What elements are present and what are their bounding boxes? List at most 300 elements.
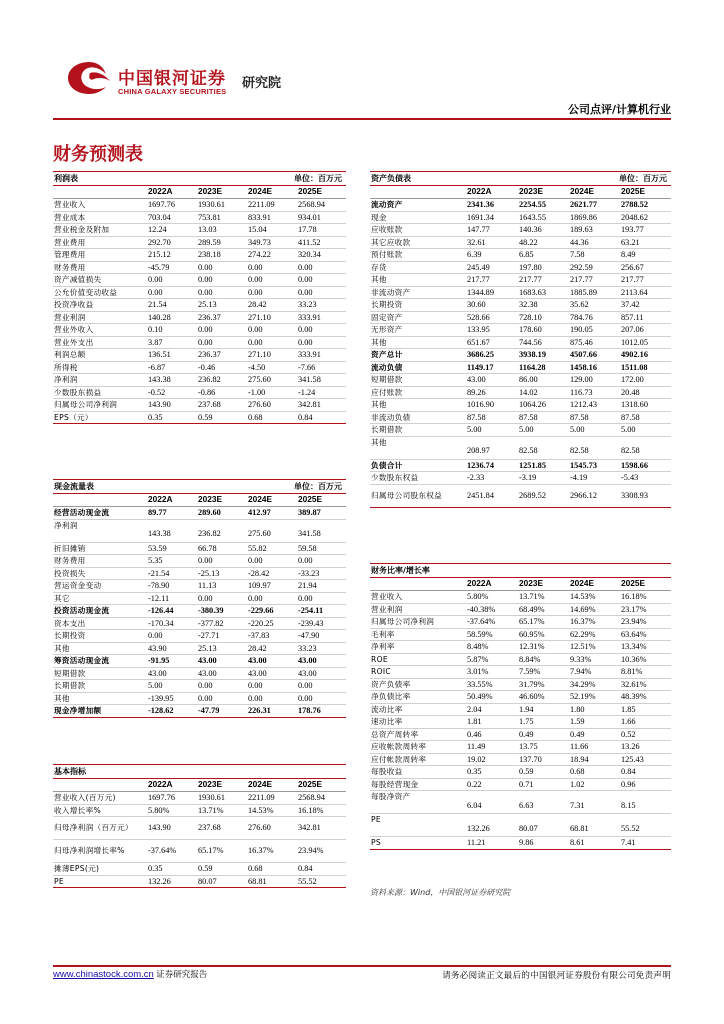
- value-cell: 0.59: [197, 863, 247, 876]
- value-cell: -25.13: [197, 567, 247, 580]
- value-cell: 0.00: [297, 286, 346, 299]
- value-cell: 2689.52: [518, 484, 569, 507]
- value-cell: -4.50: [247, 361, 297, 374]
- value-cell: 13.26: [620, 741, 671, 754]
- table-row: [370, 716, 671, 729]
- value-cell: 1012.05: [620, 336, 671, 349]
- row-label: 投资活动现金流: [53, 605, 147, 618]
- value-cell: -37.83: [247, 630, 297, 643]
- year-header-cell: 2022A: [466, 578, 518, 591]
- value-cell: 333.91: [297, 311, 346, 324]
- value-cell: 703.04: [147, 211, 197, 224]
- value-cell: 0.84: [620, 766, 671, 779]
- value-cell: 129.00: [569, 374, 620, 387]
- value-cell: -27.71: [197, 630, 247, 643]
- table-row: [370, 299, 671, 312]
- value-cell: 5.35: [147, 555, 197, 568]
- table-row: [370, 211, 671, 224]
- value-cell: 0.59: [518, 766, 569, 779]
- value-cell: 753.81: [197, 211, 247, 224]
- value-cell: -33.23: [297, 567, 346, 580]
- value-cell: 5.87%: [466, 653, 518, 666]
- value-cell: 1236.74: [466, 459, 518, 472]
- value-cell: 0.00: [247, 692, 297, 705]
- value-cell: 10.36%: [620, 653, 671, 666]
- row-label: 其他: [370, 274, 466, 287]
- row-label: 摊薄EPS(元): [53, 863, 147, 876]
- row-label: 营业成本: [53, 211, 147, 224]
- row-label: 营业收入(百万元): [53, 792, 147, 805]
- balance-title: 资产负债表: [370, 172, 569, 186]
- value-cell: 238.18: [197, 249, 247, 262]
- value-cell: 14.53%: [569, 591, 620, 604]
- value-cell: 236.37: [197, 349, 247, 362]
- table-row: [370, 591, 671, 604]
- row-label: 应收帐款周转率: [370, 741, 466, 754]
- value-cell: 43.00: [247, 667, 297, 680]
- row-label: 每股经营现金: [370, 778, 466, 791]
- row-label: 资本支出: [53, 617, 147, 630]
- value-cell: 275.60: [247, 519, 297, 542]
- value-cell: 33.55%: [466, 678, 518, 691]
- row-label: 公允价值变动收益: [53, 286, 147, 299]
- row-label: PE: [53, 875, 147, 888]
- table-row: [53, 311, 346, 324]
- value-cell: 217.77: [518, 274, 569, 287]
- year-header-row: [370, 186, 671, 199]
- value-cell: -78.90: [147, 580, 197, 593]
- table-row: [53, 336, 346, 349]
- year-header-cell: 2023E: [518, 186, 569, 199]
- value-cell: 12.24: [147, 224, 197, 237]
- row-label: 速动比率: [370, 716, 466, 729]
- value-cell: 1164.28: [518, 361, 569, 374]
- row-label: 流动比率: [370, 703, 466, 716]
- value-cell: 11.13: [197, 580, 247, 593]
- value-cell: 63.64%: [620, 628, 671, 641]
- value-cell: 87.58: [620, 411, 671, 424]
- value-cell: 0.00: [197, 555, 247, 568]
- table-row: [53, 399, 346, 412]
- year-header-cell: 2024E: [247, 494, 297, 507]
- value-cell: 2568.94: [297, 792, 346, 805]
- value-cell: 14.69%: [569, 603, 620, 616]
- value-cell: 0.00: [247, 592, 297, 605]
- table-row: [370, 678, 671, 691]
- value-cell: 143.90: [147, 399, 197, 412]
- row-label: 营业税金及附加: [53, 224, 147, 237]
- value-cell: 0.46: [466, 728, 518, 741]
- value-cell: 237.68: [197, 817, 247, 840]
- value-cell: 0.35: [147, 863, 197, 876]
- value-cell: 190.05: [569, 324, 620, 337]
- year-header-blank: [370, 578, 466, 591]
- value-cell: 19.02: [466, 753, 518, 766]
- table-row: [53, 680, 346, 693]
- row-label: 营业收入: [370, 591, 466, 604]
- value-cell: 289.59: [197, 236, 247, 249]
- value-cell: 53.59: [147, 542, 197, 555]
- value-cell: 245.49: [466, 261, 518, 274]
- year-header-cell: 2023E: [518, 578, 569, 591]
- value-cell: -220.25: [247, 617, 297, 630]
- table-row: [53, 804, 346, 817]
- table-row: [370, 666, 671, 679]
- row-label: 所得税: [53, 361, 147, 374]
- value-cell: -91.95: [147, 655, 197, 668]
- row-label: 长期借款: [53, 680, 147, 693]
- value-cell: 0.00: [297, 555, 346, 568]
- year-header-row: [53, 186, 346, 199]
- value-cell: 143.90: [147, 817, 197, 840]
- value-cell: -1.24: [297, 386, 346, 399]
- value-cell: 35.62: [569, 299, 620, 312]
- table-row: [370, 814, 671, 837]
- row-label: 无形资产: [370, 324, 466, 337]
- value-cell: 4507.66: [569, 349, 620, 362]
- value-cell: 0.35: [147, 411, 197, 424]
- year-header-cell: 2024E: [569, 186, 620, 199]
- value-cell: 2254.55: [518, 199, 569, 212]
- value-cell: 5.00: [569, 424, 620, 437]
- table-row: [370, 249, 671, 262]
- table-row: [53, 507, 346, 520]
- table-row: [370, 778, 671, 791]
- value-cell: 28.42: [247, 299, 297, 312]
- table-row: [370, 286, 671, 299]
- website-link[interactable]: www.chinastock.com.cn: [53, 969, 154, 980]
- table-row: [53, 642, 346, 655]
- value-cell: 333.91: [297, 349, 346, 362]
- table-row: [370, 791, 671, 814]
- year-header-cell: 2025E: [297, 494, 346, 507]
- value-cell: 292.59: [569, 261, 620, 274]
- row-label: 毛利率: [370, 628, 466, 641]
- value-cell: 1511.08: [620, 361, 671, 374]
- table-row: [370, 459, 671, 472]
- value-cell: 33.23: [297, 642, 346, 655]
- value-cell: 6.04: [466, 791, 518, 814]
- table-row: [53, 655, 346, 668]
- value-cell: 0.00: [247, 336, 297, 349]
- value-cell: -254.11: [297, 605, 346, 618]
- row-label: 其他: [370, 399, 466, 412]
- indicators-table: [53, 764, 346, 888]
- year-header-cell: 2022A: [466, 186, 518, 199]
- value-cell: 744.56: [518, 336, 569, 349]
- value-cell: 1.81: [466, 716, 518, 729]
- value-cell: 13.71%: [518, 591, 569, 604]
- value-cell: 276.60: [247, 817, 297, 840]
- value-cell: 236.37: [197, 311, 247, 324]
- value-cell: 6.39: [466, 249, 518, 262]
- value-cell: 1.75: [518, 716, 569, 729]
- value-cell: 43.00: [466, 374, 518, 387]
- value-cell: 0.10: [147, 324, 197, 337]
- value-cell: -0.86: [197, 386, 247, 399]
- value-cell: 1212.43: [569, 399, 620, 412]
- value-cell: 133.95: [466, 324, 518, 337]
- value-cell: 132.26: [466, 814, 518, 837]
- row-label: 其它: [53, 592, 147, 605]
- value-cell: 1251.85: [518, 459, 569, 472]
- value-cell: 1458.16: [569, 361, 620, 374]
- value-cell: 63.21: [620, 236, 671, 249]
- value-cell: 8.84%: [518, 653, 569, 666]
- value-cell: 18.94: [569, 753, 620, 766]
- row-label: PE: [370, 814, 466, 837]
- table-row: [53, 349, 346, 362]
- row-label: 少数股东权益: [370, 472, 466, 485]
- value-cell: 125.43: [620, 753, 671, 766]
- row-label: PS: [370, 837, 466, 850]
- value-cell: 15.04: [247, 224, 297, 237]
- row-label: 非流动负债: [370, 411, 466, 424]
- value-cell: 2211.09: [247, 792, 297, 805]
- value-cell: 875.46: [569, 336, 620, 349]
- table-row: [370, 472, 671, 485]
- value-cell: 0.00: [197, 274, 247, 287]
- value-cell: 50.49%: [466, 691, 518, 704]
- value-cell: 528.66: [466, 311, 518, 324]
- value-cell: 6.85: [518, 249, 569, 262]
- value-cell: 13.34%: [620, 641, 671, 654]
- row-label: 短期借款: [53, 667, 147, 680]
- value-cell: -47.90: [297, 630, 346, 643]
- value-cell: 217.77: [620, 274, 671, 287]
- value-cell: 275.60: [247, 374, 297, 387]
- report-type: 证券研究报告: [156, 970, 208, 980]
- value-cell: 274.22: [247, 249, 297, 262]
- value-cell: 1149.17: [466, 361, 518, 374]
- value-cell: -380.39: [197, 605, 247, 618]
- value-cell: 3.01%: [466, 666, 518, 679]
- value-cell: 82.58: [569, 436, 620, 459]
- value-cell: 0.68: [569, 766, 620, 779]
- value-cell: 0.00: [197, 336, 247, 349]
- value-cell: 65.17%: [518, 616, 569, 629]
- row-label: 应付帐款周转率: [370, 753, 466, 766]
- row-label: 长期投资: [370, 299, 466, 312]
- row-label: 营业外收入: [53, 324, 147, 337]
- table-row: [53, 274, 346, 287]
- value-cell: 1930.61: [197, 199, 247, 212]
- value-cell: 12.31%: [518, 641, 569, 654]
- value-cell: 0.00: [197, 680, 247, 693]
- value-cell: 23.94%: [297, 840, 346, 863]
- row-label: 现金: [370, 211, 466, 224]
- table-row: [370, 374, 671, 387]
- value-cell: 9.86: [518, 837, 569, 850]
- value-cell: 1.66: [620, 716, 671, 729]
- year-header-cell: 2023E: [197, 779, 247, 792]
- value-cell: 0.00: [297, 692, 346, 705]
- value-cell: 48.39%: [620, 691, 671, 704]
- value-cell: 28.42: [247, 642, 297, 655]
- row-label: 投资损失: [53, 567, 147, 580]
- income-statement-table: [53, 171, 346, 424]
- value-cell: 8.49: [620, 249, 671, 262]
- value-cell: 68.49%: [518, 603, 569, 616]
- value-cell: 48.22: [518, 236, 569, 249]
- value-cell: 136.51: [147, 349, 197, 362]
- value-cell: 0.00: [297, 324, 346, 337]
- value-cell: 1344.89: [466, 286, 518, 299]
- company-name-en: CHINA GALAXY SECURITIES: [118, 87, 227, 96]
- table-row: [370, 653, 671, 666]
- value-cell: 0.00: [197, 592, 247, 605]
- table-row: [53, 374, 346, 387]
- year-header-row: [53, 779, 346, 792]
- year-header-cell: 2025E: [297, 779, 346, 792]
- value-cell: 86.00: [518, 374, 569, 387]
- value-cell: 34.29%: [569, 678, 620, 691]
- value-cell: 0.71: [518, 778, 569, 791]
- value-cell: 11.49: [466, 741, 518, 754]
- ratios-title: 财务比率/增长率: [370, 564, 671, 578]
- table-row: [53, 386, 346, 399]
- value-cell: 0.68: [247, 863, 297, 876]
- value-cell: 43.00: [297, 655, 346, 668]
- value-cell: 1545.73: [569, 459, 620, 472]
- value-cell: -239.43: [297, 617, 346, 630]
- value-cell: 9.33%: [569, 653, 620, 666]
- galaxy-logo-icon: [66, 60, 112, 96]
- table-row: [370, 349, 671, 362]
- value-cell: 0.22: [466, 778, 518, 791]
- table-row: [370, 616, 671, 629]
- value-cell: 143.38: [147, 374, 197, 387]
- value-cell: 2.04: [466, 703, 518, 716]
- row-label: 非流动资产: [370, 286, 466, 299]
- value-cell: -4.19: [569, 472, 620, 485]
- table-row: [370, 691, 671, 704]
- row-label: 现金净增加额: [53, 705, 147, 718]
- value-cell: 46.60%: [518, 691, 569, 704]
- value-cell: 178.76: [297, 705, 346, 718]
- table-row: [370, 837, 671, 850]
- value-cell: 8.15: [620, 791, 671, 814]
- row-label: 财务费用: [53, 555, 147, 568]
- year-header-cell: 2023E: [197, 494, 247, 507]
- value-cell: 2341.36: [466, 199, 518, 212]
- value-cell: -170.34: [147, 617, 197, 630]
- table-row: [53, 667, 346, 680]
- value-cell: 833.91: [247, 211, 297, 224]
- value-cell: 82.58: [518, 436, 569, 459]
- value-cell: 16.37%: [569, 616, 620, 629]
- value-cell: 7.41: [620, 837, 671, 850]
- table-row: [370, 641, 671, 654]
- value-cell: 13.71%: [197, 804, 247, 817]
- value-cell: 0.49: [518, 728, 569, 741]
- value-cell: 1691.34: [466, 211, 518, 224]
- row-label: 净利润: [53, 374, 147, 387]
- row-label: 净利率: [370, 641, 466, 654]
- value-cell: 66.78: [197, 542, 247, 555]
- value-cell: 0.00: [247, 274, 297, 287]
- year-header-cell: 2022A: [147, 186, 197, 199]
- value-cell: 5.80%: [147, 804, 197, 817]
- value-cell: 5.00: [466, 424, 518, 437]
- value-cell: 147.77: [466, 224, 518, 237]
- value-cell: 65.17%: [197, 840, 247, 863]
- value-cell: 389.87: [297, 507, 346, 520]
- value-cell: 31.79%: [518, 678, 569, 691]
- value-cell: 0.00: [247, 680, 297, 693]
- table-row: [53, 567, 346, 580]
- value-cell: 14.53%: [247, 804, 297, 817]
- row-label: 收入增长率%: [53, 804, 147, 817]
- year-header-row: [370, 578, 671, 591]
- value-cell: 23.94%: [620, 616, 671, 629]
- value-cell: 0.35: [466, 766, 518, 779]
- report-category: 公司点评/计算机行业: [567, 103, 671, 116]
- value-cell: -2.33: [466, 472, 518, 485]
- value-cell: 87.58: [518, 411, 569, 424]
- value-cell: 0.00: [147, 630, 197, 643]
- row-label: 归属母公司股东权益: [370, 484, 466, 507]
- row-label: 每股净资产: [370, 791, 466, 814]
- value-cell: 43.00: [147, 667, 197, 680]
- value-cell: 80.07: [197, 875, 247, 888]
- page-title: 财务预测表: [53, 144, 143, 165]
- value-cell: 55.52: [620, 814, 671, 837]
- row-label: 存货: [370, 261, 466, 274]
- value-cell: 116.73: [569, 386, 620, 399]
- value-cell: -45.79: [147, 261, 197, 274]
- value-cell: 1869.86: [569, 211, 620, 224]
- value-cell: 3308.93: [620, 484, 671, 507]
- row-label: 折旧摊销: [53, 542, 147, 555]
- value-cell: 2621.77: [569, 199, 620, 212]
- value-cell: 140.36: [518, 224, 569, 237]
- row-label: 短期借款: [370, 374, 466, 387]
- value-cell: 32.61: [466, 236, 518, 249]
- row-label: 净利润: [53, 519, 147, 542]
- value-cell: 0.00: [297, 261, 346, 274]
- value-cell: 25.13: [197, 642, 247, 655]
- table-row: [53, 705, 346, 718]
- value-cell: 17.78: [297, 224, 346, 237]
- value-cell: 7.94%: [569, 666, 620, 679]
- table-row: [53, 361, 346, 374]
- income-unit: 单位：百万元: [247, 172, 346, 186]
- value-cell: 16.18%: [297, 804, 346, 817]
- value-cell: 32.61%: [620, 678, 671, 691]
- value-cell: 172.00: [620, 374, 671, 387]
- value-cell: 178.60: [518, 324, 569, 337]
- value-cell: 728.10: [518, 311, 569, 324]
- value-cell: -0.46: [197, 361, 247, 374]
- year-header-cell: 2025E: [297, 186, 346, 199]
- row-label: 长期借款: [370, 424, 466, 437]
- table-row: [53, 249, 346, 262]
- cashflow-unit: 单位：百万元: [247, 480, 346, 494]
- table-row: [370, 361, 671, 374]
- table-row: [53, 840, 346, 863]
- value-cell: 37.42: [620, 299, 671, 312]
- value-cell: 43.00: [297, 667, 346, 680]
- value-cell: -126.44: [147, 605, 197, 618]
- value-cell: -377.82: [197, 617, 247, 630]
- table-row: [53, 519, 346, 542]
- table-row: [53, 299, 346, 312]
- row-label: 流动资产: [370, 199, 466, 212]
- header-divider: [53, 118, 671, 120]
- table-row: [370, 741, 671, 754]
- row-label: ROIC: [370, 666, 466, 679]
